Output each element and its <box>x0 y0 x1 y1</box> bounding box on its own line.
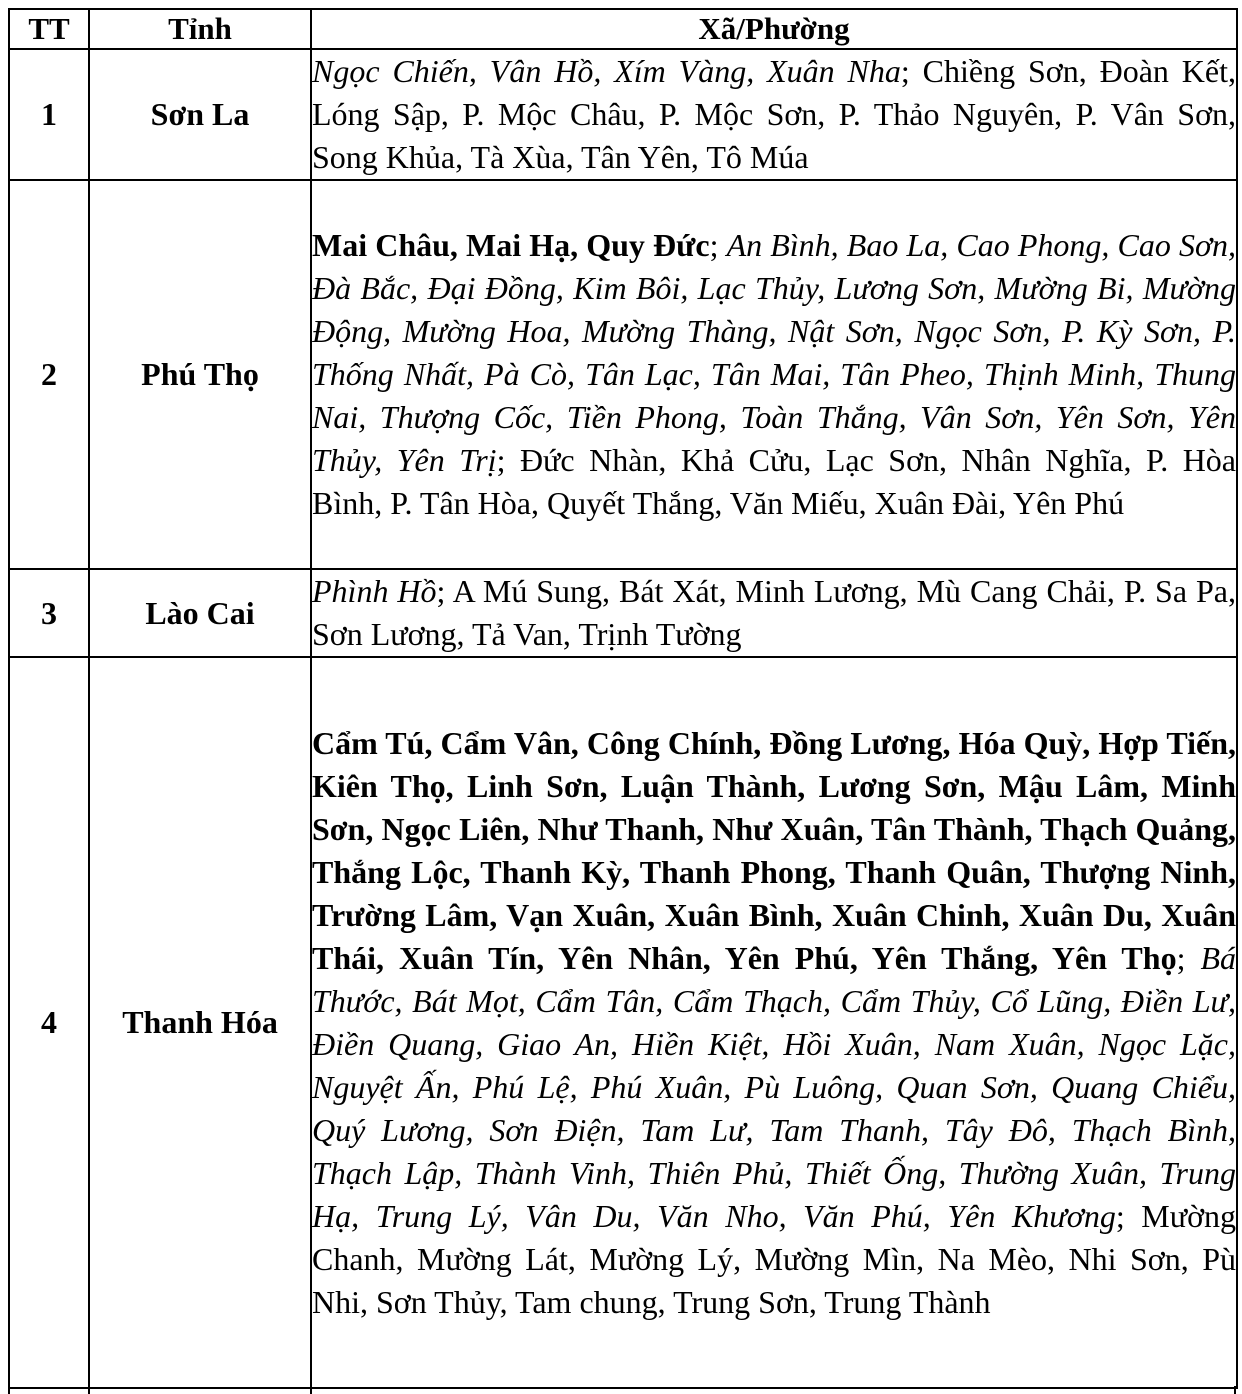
ward-list <box>311 569 1237 657</box>
province-name: Sơn La <box>89 49 311 180</box>
table-row <box>9 49 1237 180</box>
ward-group-regular: ; A Mú Sung, Bát Xát, Minh Lương, Mù Cang Chải, P. Sa Pa, Sơn Lương, Tả Van, Trịnh Tường <box>312 573 1237 652</box>
column-divider <box>88 1386 90 1394</box>
ward-group-regular: ; Đức Nhàn, Khả Cửu, Lạc Sơn, Nhân Nghĩa, P. Hòa Bình, P. Tân Hòa, Quyết Thắng, Văn Miếu, Xuân Đài, Yên Phú <box>312 442 1237 521</box>
header-tt: TT <box>9 9 89 49</box>
table-row <box>9 657 1237 1388</box>
ward-group-italic: Bá Thước, Bát Mọt, Cẩm Tân, Cẩm Thạch, Cẩm Thủy, Cổ Lũng, Điền Lư, Điền Quang, Giao An, Hiền Kiệt, Hồi Xuân, Nam Xuân, Ngọc Lặc, Nguyệt Ấn, Phú Lệ, Phú Xuân, Pù Luông, Quan Sơn, Quang Chiểu, Quý Lương, Sơn Điện, Tam Lư, Tam Thanh, Tây Đô, Thạch Bình, Thạch Lập, Thành Vinh, Thiên Phủ, Thiết Ống, Thường Xuân, Trung Hạ, Trung Lý, Vân Du, Văn Nho, Văn Phú, Yên Khương <box>312 939 1237 1234</box>
table-row <box>9 180 1237 569</box>
province-ward-table <box>8 8 1238 1389</box>
next-row-top-edge <box>8 1386 1236 1394</box>
province-name: Thanh Hóa <box>89 657 311 1388</box>
province-name: Lào Cai <box>89 569 311 657</box>
table-row <box>9 569 1237 657</box>
province-name: Phú Thọ <box>89 180 311 569</box>
ward-group-italic: Ngọc Chiến, Vân Hồ, Xím Vàng, Xuân Nha <box>312 53 901 89</box>
row-number: 2 <box>9 180 89 569</box>
table-header-row <box>9 9 1237 49</box>
ward-group-regular: ; <box>1176 939 1201 976</box>
ward-group-italic: Phình Hồ <box>312 573 437 609</box>
row-number: 3 <box>9 569 89 657</box>
ward-list <box>311 49 1237 180</box>
ward-group-regular: ; Mường Chanh, Mường Lát, Mường Lý, Mường Mìn, Na Mèo, Nhi Sơn, Pù Nhi, Sơn Thủy, Tam chung, Trung Sơn, Trung Thành <box>312 1197 1237 1320</box>
cropped-caption-remnant <box>0 0 1242 8</box>
ward-group-italic: An Bình, Bao La, Cao Phong, Cao Sơn, Đà Bắc, Đại Đồng, Kim Bôi, Lạc Thủy, Lương Sơn, Mường Bi, Mường Động, Mường Hoa, Mường Thàng, Nật Sơn, Ngọc Sơn, P. Kỳ Sơn, P. Thống Nhất, Pà Cò, Tân Lạc, Tân Mai, Tân Pheo, Thịnh Minh, Thung Nai, Thượng Cốc, Tiền Phong, Toàn Thắng, Vân Sơn, Yên Sơn, Yên Thủy, Yên Trị <box>312 227 1237 478</box>
ward-group-regular: ; Chiềng Sơn, Đoàn Kết, Lóng Sập, P. Mộc Châu, P. Mộc Sơn, P. Thảo Nguyên, P. Vân Sơn, Song Khủa, Tà Xùa, Tân Yên, Tô Múa <box>312 53 1237 175</box>
ward-group-bold: Cẩm Tú, Cẩm Vân, Công Chính, Đồng Lương, Hóa Quỳ, Hợp Tiến, Kiên Thọ, Linh Sơn, Luận Thành, Lương Sơn, Mậu Lâm, Minh Sơn, Ngọc Liên, Như Thanh, Như Xuân, Tân Thành, Thạch Quảng, Thắng Lộc, Thanh Kỳ, Thanh Phong, Thanh Quân, Thượng Ninh, Trường Lâm, Vạn Xuân, Xuân Bình, Xuân Chinh, Xuân Du, Xuân Thái, Xuân Tín, Yên Nhân, Yên Phú, Yên Thắng, Yên Thọ <box>312 724 1236 976</box>
ward-list <box>311 180 1237 569</box>
ward-group-bold: Mai Châu, Mai Hạ, Quy Đức <box>312 227 710 263</box>
column-divider <box>310 1386 312 1394</box>
ward-list <box>311 657 1237 1388</box>
ward-group-regular: ; <box>709 227 727 263</box>
header-wards: Xã/Phường <box>311 9 1237 49</box>
row-number: 4 <box>9 657 89 1388</box>
header-province: Tỉnh <box>89 9 311 49</box>
row-number: 1 <box>9 49 89 180</box>
